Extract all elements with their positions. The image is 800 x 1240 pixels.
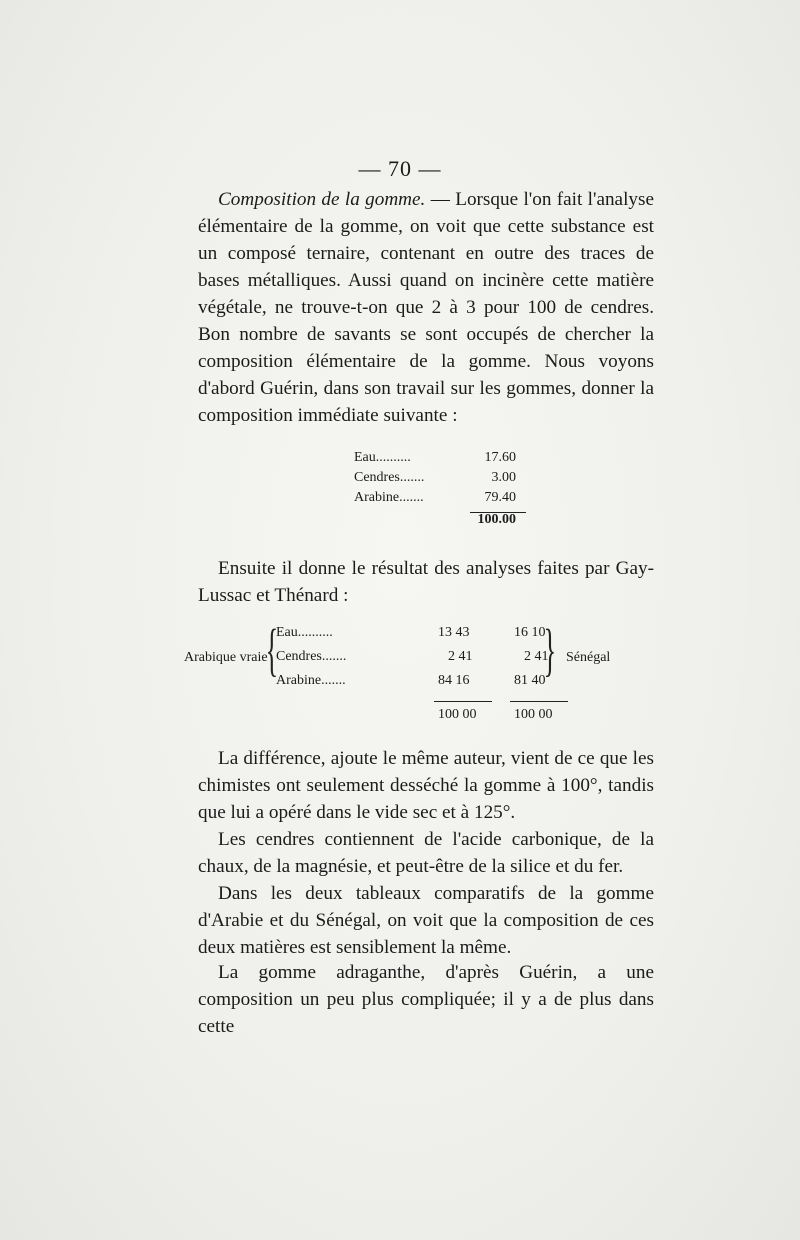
paragraph-tableaux: Dans les deux tableaux comparatifs de la gomme d'Arabie et du Sénégal, on voit que la composition de ces deux matières est sensiblement la même. [198, 883, 654, 958]
senegal-value: 16 10 [514, 625, 546, 640]
arabique-value: 2 41 [448, 649, 473, 664]
component-label: Arabine....... [276, 673, 346, 688]
senegal-value: 2 41 [524, 649, 549, 664]
table-total: 100.00 [477, 512, 516, 527]
senegal-total: 100 00 [514, 707, 553, 722]
component-value: 79.40 [484, 490, 516, 505]
component-label: Eau.......... [276, 625, 333, 640]
left-brace: { [265, 617, 279, 682]
component-value: 3.00 [491, 470, 516, 485]
paragraph-difference: La différence, ajoute le même auteur, vient de ce que les chimistes ont seulement desséché la gomme à 100°, tandis que lui a opéré dans le vide sec et à 125°. [198, 748, 654, 823]
arabique-value: 84 16 [438, 673, 470, 688]
component-label: Eau.......... [354, 450, 411, 465]
table-row [276, 649, 566, 669]
page-number: — 70 — [358, 156, 442, 181]
section-heading: Composition de la gomme. [218, 189, 426, 210]
senegal-label: Sénégal [566, 650, 611, 665]
table-row [354, 470, 526, 490]
paragraph-text: — Lorsque l'on fait l'analyse élémentaire de la gomme, on voit que cette substance est un composé ternaire, contenant en outre des traces de bases métalliques. Aussi quand on incinère cette matière végétale, ne trouve-t-on que 2 à 3 pour 100 de cendres. Bon nombre de savants se sont occupés de chercher la composition élémentaire de la gomme. Nous voyons d'abord Guérin, dans son travail sur les gommes, donner la composition immédiate suivante : [198, 189, 654, 426]
senegal-value: 81 40 [514, 673, 546, 688]
component-label: Arabine....... [354, 490, 424, 505]
comparison-table [184, 617, 658, 728]
table-row [354, 450, 526, 470]
component-label: Cendres....... [354, 470, 425, 485]
sum-rule [434, 701, 492, 702]
component-label: Cendres....... [276, 649, 347, 664]
right-brace: } [543, 617, 557, 682]
arabique-label: Arabique vraie [184, 650, 268, 665]
table-row [354, 490, 526, 510]
guerin-composition-table [354, 450, 526, 527]
table-row [276, 625, 566, 645]
sum-rule [510, 701, 568, 702]
arabique-value: 13 43 [438, 625, 470, 640]
paragraph-gay-lussac: Ensuite il donne le résultat des analyses faites par Gay-Lussac et Thénard : [198, 558, 654, 606]
component-value: 17.60 [484, 450, 516, 465]
arabique-total: 100 00 [438, 707, 477, 722]
paragraph-cendres: Les cendres contiennent de l'acide carbonique, de la chaux, de la magnésie, et peut-être de la silice et du fer. [198, 829, 654, 877]
table-row [276, 673, 566, 693]
paragraph-adraganthe: La gomme adraganthe, d'après Guérin, a une composition un peu plus compliquée; il y a de plus dans cette [198, 962, 654, 1037]
paragraph-composition [198, 186, 654, 429]
